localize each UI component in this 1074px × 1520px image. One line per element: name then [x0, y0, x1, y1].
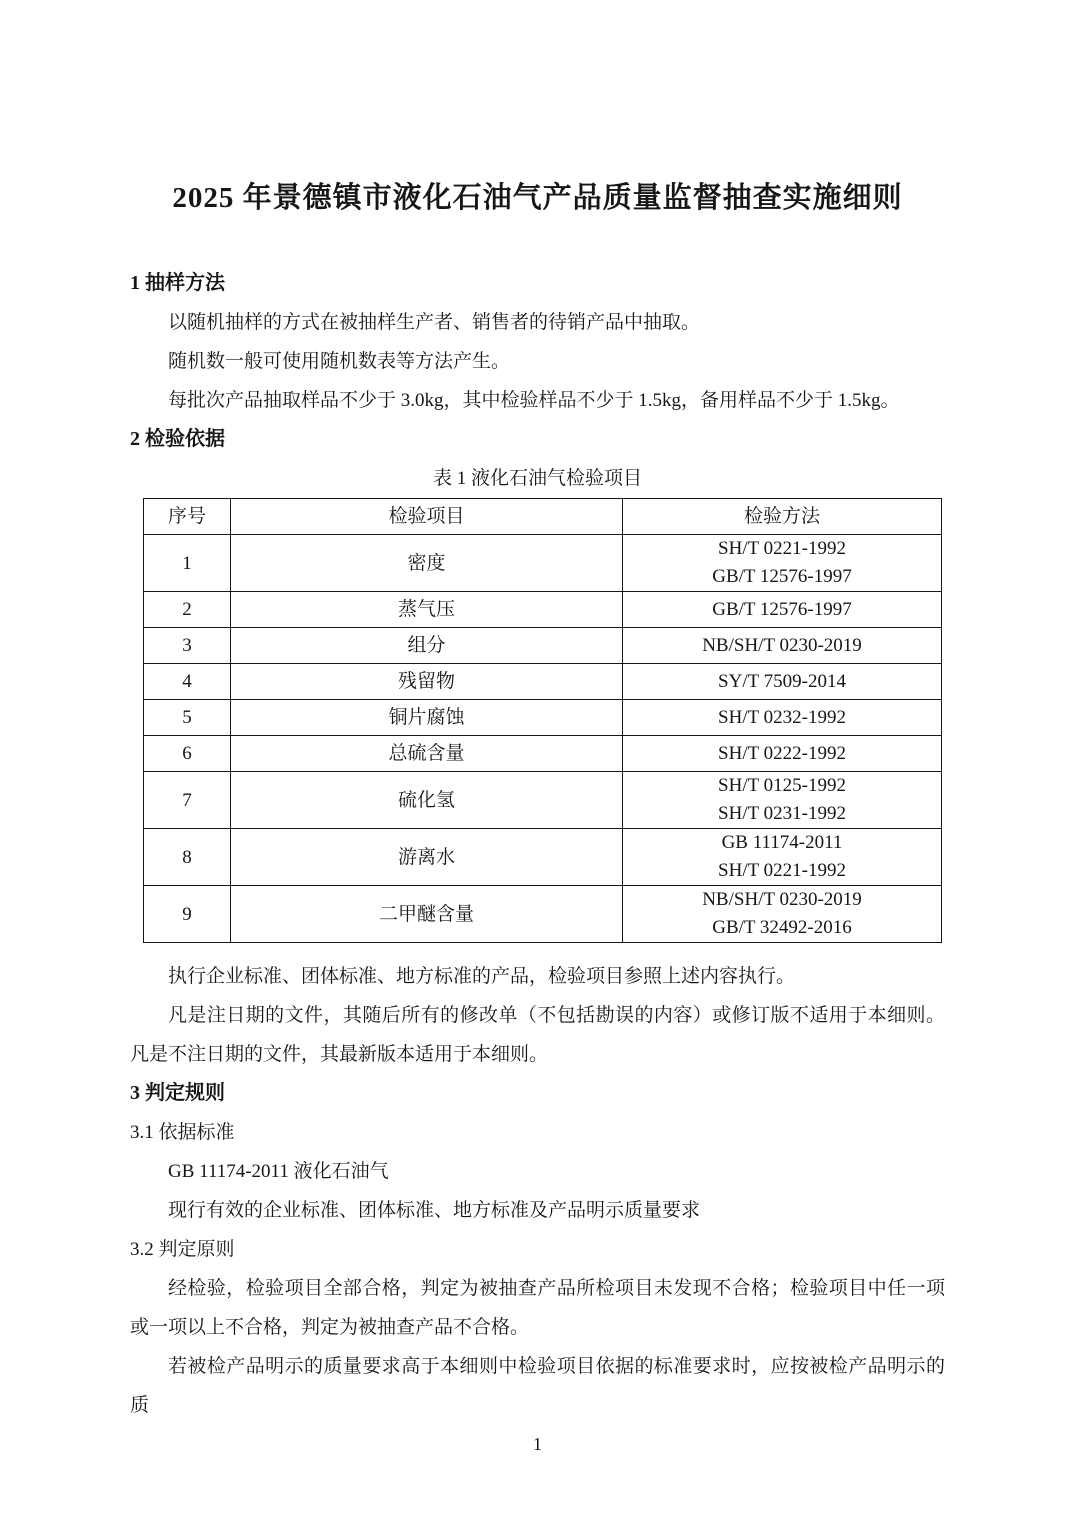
- cell-no: 2: [144, 592, 231, 628]
- document-title: 2025 年景德镇市液化石油气产品质量监督抽查实施细则: [172, 182, 903, 214]
- paragraph: 经检验，检验项目全部合格，判定为被抽查产品所检项目未发现不合格；检验项目中任一项或一项以上不合格，判定为被抽查产品不合格。: [130, 1278, 945, 1338]
- paragraph: 以随机抽样的方式在被抽样生产者、销售者的待销产品中抽取。: [168, 312, 701, 333]
- cell-item: 游离水: [231, 829, 623, 886]
- method-line: SH/T 0221-1992: [718, 860, 846, 881]
- method-line: SH/T 0231-1992: [718, 803, 846, 824]
- inspection-items-table: [143, 498, 942, 943]
- table-row: [144, 592, 942, 628]
- table-caption: 表 1 液化石油气检验项目: [432, 468, 642, 489]
- cell-item: 铜片腐蚀: [231, 700, 623, 736]
- table-header-row: [144, 499, 942, 535]
- cell-item: 二甲醚含量: [231, 886, 623, 943]
- col-header-no: 序号: [144, 499, 231, 535]
- method-line: GB 11174-2011: [721, 832, 843, 853]
- cell-no: 6: [144, 736, 231, 772]
- paragraph: 执行企业标准、团体标准、地方标准的产品，检验项目参照上述内容执行。: [168, 966, 796, 987]
- cell-method: GB/T 12576-1997: [623, 592, 942, 628]
- cell-method: SH/T 0222-1992: [623, 736, 942, 772]
- table-row: [144, 829, 942, 886]
- method-line: NB/SH/T 0230-2019: [702, 889, 862, 910]
- method-line: GB/T 12576-1997: [712, 566, 852, 587]
- section-3-1-heading: 3.1 依据标准: [130, 1122, 235, 1143]
- cell-no: 9: [144, 886, 231, 943]
- cell-method: [623, 829, 942, 886]
- section-1-heading: 1 抽样方法: [130, 272, 225, 294]
- col-header-item: 检验项目: [231, 499, 623, 535]
- cell-method: [623, 772, 942, 829]
- page-number: 1: [533, 1434, 542, 1454]
- cell-method: SY/T 7509-2014: [623, 664, 942, 700]
- table-row: [144, 628, 942, 664]
- method-line: GB/T 32492-2016: [712, 917, 852, 938]
- paragraph: 每批次产品抽取样品不少于 3.0kg，其中检验样品不少于 1.5kg，备用样品不少于 1.5kg。: [168, 390, 900, 411]
- cell-item: 残留物: [231, 664, 623, 700]
- paragraph: 现行有效的企业标准、团体标准、地方标准及产品明示质量要求: [168, 1200, 701, 1221]
- table-row: [144, 535, 942, 592]
- cell-no: 3: [144, 628, 231, 664]
- cell-item: 总硫含量: [231, 736, 623, 772]
- table-row: [144, 664, 942, 700]
- cell-no: 4: [144, 664, 231, 700]
- cell-item: 蒸气压: [231, 592, 623, 628]
- cell-method: [623, 886, 942, 943]
- table-row: [144, 886, 942, 943]
- method-line: SH/T 0125-1992: [718, 775, 846, 796]
- cell-no: 7: [144, 772, 231, 829]
- paragraph: GB 11174-2011 液化石油气: [168, 1161, 389, 1182]
- cell-method: SH/T 0232-1992: [623, 700, 942, 736]
- paragraph: 凡是注日期的文件，其随后所有的修改单（不包括勘误的内容）或修订版不适用于本细则。凡是不注日期的文件，其最新版本适用于本细则。: [130, 1005, 945, 1065]
- section-3-2-heading: 3.2 判定原则: [130, 1239, 235, 1260]
- cell-item: 硫化氢: [231, 772, 623, 829]
- table-row: [144, 772, 942, 829]
- cell-no: 8: [144, 829, 231, 886]
- cell-item: 密度: [231, 535, 623, 592]
- col-header-method: 检验方法: [623, 499, 942, 535]
- table-row: [144, 700, 942, 736]
- section-2-heading: 2 检验依据: [130, 428, 225, 450]
- cell-no: 5: [144, 700, 231, 736]
- paragraph: 若被检产品明示的质量要求高于本细则中检验项目依据的标准要求时，应按被检产品明示的质: [130, 1356, 945, 1416]
- cell-item: 组分: [231, 628, 623, 664]
- method-line: SH/T 0221-1992: [718, 538, 846, 559]
- paragraph: 随机数一般可使用随机数表等方法产生。: [168, 351, 511, 372]
- section-3-heading: 3 判定规则: [130, 1082, 225, 1104]
- table-row: [144, 736, 942, 772]
- cell-method: NB/SH/T 0230-2019: [623, 628, 942, 664]
- cell-no: 1: [144, 535, 231, 592]
- cell-method: [623, 535, 942, 592]
